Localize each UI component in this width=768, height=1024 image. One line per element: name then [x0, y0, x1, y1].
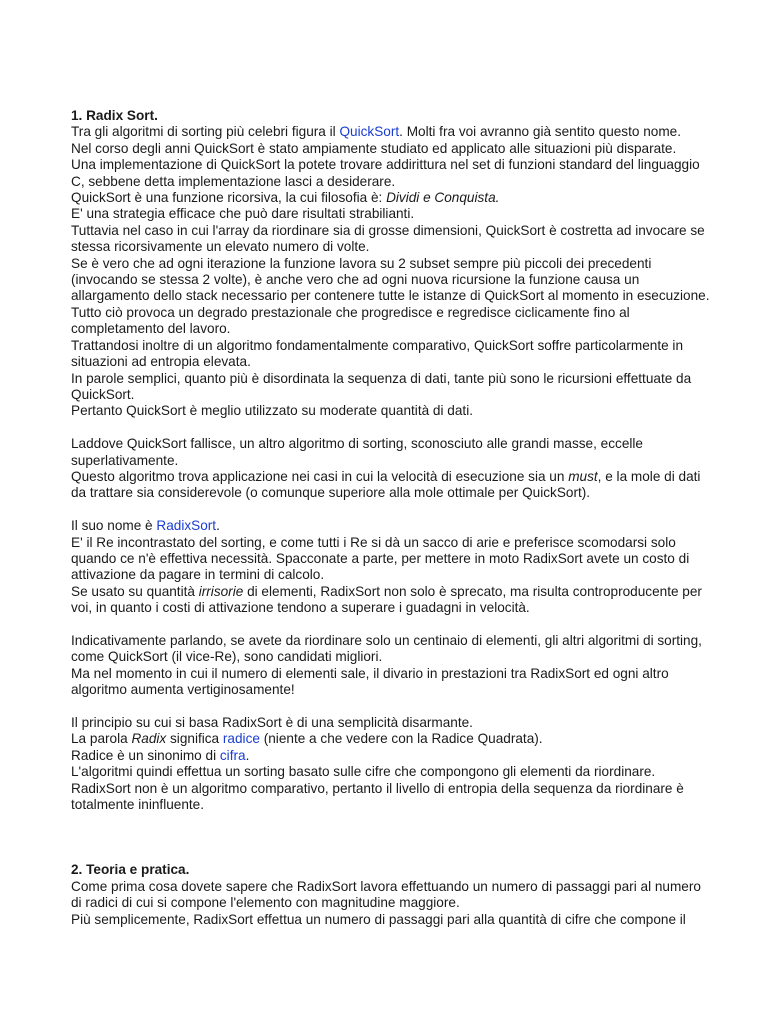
- paragraph: Radice è un sinonimo di cifra.: [71, 747, 250, 763]
- paragraph: Trattandosi inoltre di un algoritmo fondamentalmente comparativo, QuickSort soffre particolarmente in situazioni ad entropia elevata.: [71, 337, 684, 370]
- paragraph: Il suo nome è RadixSort.: [71, 518, 220, 534]
- paragraph: Questo algoritmo trova applicazione nei casi in cui la velocità di esecuzione sia un must, e la mole di dati da trattare sia considerevole (o comunque superiore alla mole ottimale per QuickSort).: [71, 468, 701, 501]
- section-2-heading: 2. Teoria e pratica.: [71, 862, 190, 878]
- paragraph: QuickSort è una funzione ricorsiva, la cui filosofia è: Dividi e Conquista.: [71, 190, 500, 206]
- emphasis: Dividi e Conquista.: [386, 190, 500, 206]
- paragraph: Laddove QuickSort fallisce, un altro algoritmo di sorting, sconosciuto alle grandi masse, eccelle superlativamente.: [71, 436, 643, 468]
- paragraph: Se è vero che ad ogni iterazione la funzione lavora su 2 subset sempre più piccoli dei precedenti (invocando se stessa 2 volte), è anche vero che ad ogni nuova ricursione la funzione causa un allargamento dello stack necessario per contenere tutte le istanze di QuickSort al momento in esecuzione.: [71, 255, 710, 304]
- paragraph: La parola Radix significa radice (niente a che vedere con la Radice Quadrata).: [71, 731, 543, 747]
- paragraph: Tutto ciò provoca un degrado prestazionale che progredisce e regredisce ciclicamente fino al completamento del lavoro.: [71, 304, 630, 337]
- radixsort-link[interactable]: RadixSort: [156, 518, 217, 534]
- paragraph: Una implementazione di QuickSort la potete trovare addirittura nel set di funzioni standard del linguaggio C, sebbene detta implementazione lasci a desiderare.: [71, 157, 700, 189]
- paragraph: In parole semplici, quanto più è disordinata la sequenza di dati, tante più sono le ricursioni effettuate da QuickSort.: [71, 370, 692, 402]
- emphasis: must: [568, 468, 598, 484]
- document-page: [71, 108, 711, 928]
- radice-link[interactable]: radice: [222, 731, 260, 747]
- paragraph: Come prima cosa dovete sapere che RadixSort lavora effettuando un numero di passaggi pari al numero di radici di cui si compone l'elemento con magnitudine maggiore.: [71, 878, 701, 911]
- quicksort-link[interactable]: QuickSort: [339, 124, 400, 140]
- paragraph: Ma nel momento in cui il numero di elementi sale, il divario in prestazioni tra RadixSort ed ogni altro algoritmo aumenta vertiginosamente!: [71, 665, 669, 698]
- emphasis: irrisorie: [198, 583, 244, 599]
- paragraph: Tuttavia nel caso in cui l'array da riordinare sia di grosse dimensioni, QuickSort è costretta ad invocare se stessa ricorsivamente un elevato numero di volte.: [71, 222, 705, 255]
- paragraph: Indicativamente parlando, se avete da riordinare solo un centinaio di elementi, gli altri algoritmi di sorting, come QuickSort (il vice-Re), sono candidati migliori.: [71, 632, 702, 665]
- emphasis: Radix: [131, 731, 167, 747]
- paragraph: Se usato su quantità irrisorie di elementi, RadixSort non solo è sprecato, ma risulta controproducente per voi, in quanto i costi di attivazione tendono a superare i guadagni in velocità.: [71, 583, 702, 616]
- section-1-heading: 1. Radix Sort.: [71, 108, 158, 123]
- paragraph: Il principio su cui si basa RadixSort è di una semplicità disarmante.: [71, 714, 473, 730]
- paragraph: Tra gli algoritmi di sorting più celebri figura il QuickSort. Molti fra voi avranno già sentito questo nome.: [71, 124, 682, 140]
- paragraph: E' il Re incontrastato del sorting, e come tutti i Re si dà un sacco di arie e preferisce scomodarsi solo quando ce n'è effettiva necessità. Spacconate a parte, per mettere in moto RadixSort avete un costo di attivazione da pagare in termini di calcolo.: [71, 534, 690, 583]
- paragraph: Più semplicemente, RadixSort effettua un numero di passaggi pari alla quantità di cifre che compone il: [71, 911, 686, 927]
- paragraph: L'algoritmi quindi effettua un sorting basato sulle cifre che compongono gli elementi da riordinare.: [71, 764, 656, 780]
- paragraph: Nel corso degli anni QuickSort è stato ampiamente studiato ed applicato alle situazioni più disparate.: [71, 140, 677, 156]
- paragraph: Pertanto QuickSort è meglio utilizzato su moderate quantità di dati.: [71, 403, 473, 419]
- paragraph: RadixSort non è un algoritmo comparativo, pertanto il livello di entropia della sequenza da riordinare è totalmente ininfluente.: [71, 780, 684, 812]
- paragraph: E' una strategia efficace che può dare risultati strabilianti.: [71, 206, 415, 222]
- cifra-link[interactable]: cifra: [219, 747, 246, 763]
